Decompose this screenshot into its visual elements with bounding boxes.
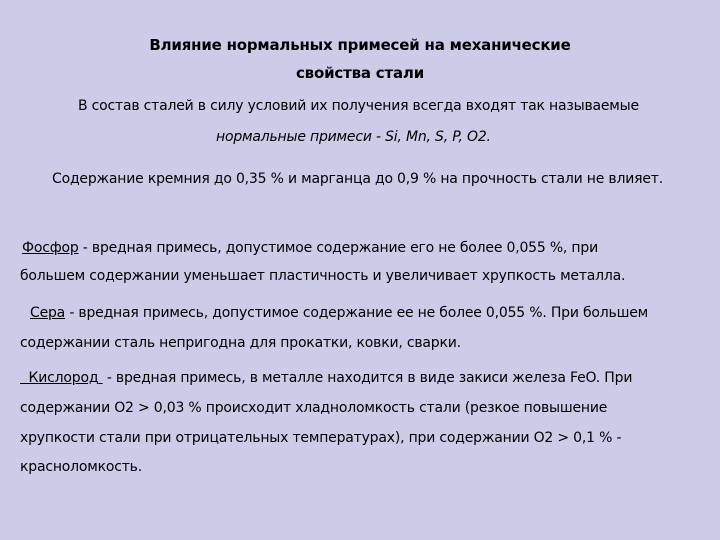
phosphorus-text: - вредная примесь, допустимое содержание его не более 0,055 %, при bbox=[78, 240, 598, 256]
oxygen-line-3: хрупкости стали при отрицательных температурах), при содержании О2 > 0,1 % - bbox=[20, 430, 622, 446]
phosphorus-line-2: большем содержании уменьшает пластичность и увеличивает хрупкость металла. bbox=[20, 268, 626, 284]
oxygen-line-1 bbox=[20, 370, 632, 386]
silicon-manganese-text: Содержание кремния до 0,35 % и марганца до 0,9 % на прочность стали не влияет. bbox=[52, 171, 663, 187]
oxygen-term-text: Кислород bbox=[28, 370, 99, 386]
oxygen-line-4: красноломкость. bbox=[20, 459, 142, 475]
oxygen-line-2: содержании О2 > 0,03 % происходит хладноломкость стали (резкое повышение bbox=[20, 400, 608, 416]
sulfur-term: Сера bbox=[30, 305, 66, 321]
sulfur-line-1 bbox=[30, 305, 648, 321]
oxygen-text: - вредная примесь, в металле находится в виде закиси железа FeO. При bbox=[102, 370, 633, 386]
phosphorus-term: Фосфор bbox=[22, 240, 79, 256]
oxygen-term bbox=[20, 370, 103, 386]
slide-title-line-2: свойства стали bbox=[295, 64, 425, 82]
intro-line-1: В состав сталей в силу условий их получения всегда входят так называемые bbox=[78, 98, 639, 114]
slide-title-line-1: Влияние нормальных примесей на механические bbox=[149, 36, 571, 54]
phosphorus-line-1 bbox=[22, 240, 598, 256]
sulfur-text: - вредная примесь, допустимое содержание ее не более 0,055 %. При большем bbox=[65, 305, 648, 321]
sulfur-line-2: содержании сталь непригодна для прокатки, ковки, сварки. bbox=[20, 335, 461, 351]
intro-line-2: нормальные примеси - Si, Mn, S, P, O2. bbox=[216, 129, 491, 145]
